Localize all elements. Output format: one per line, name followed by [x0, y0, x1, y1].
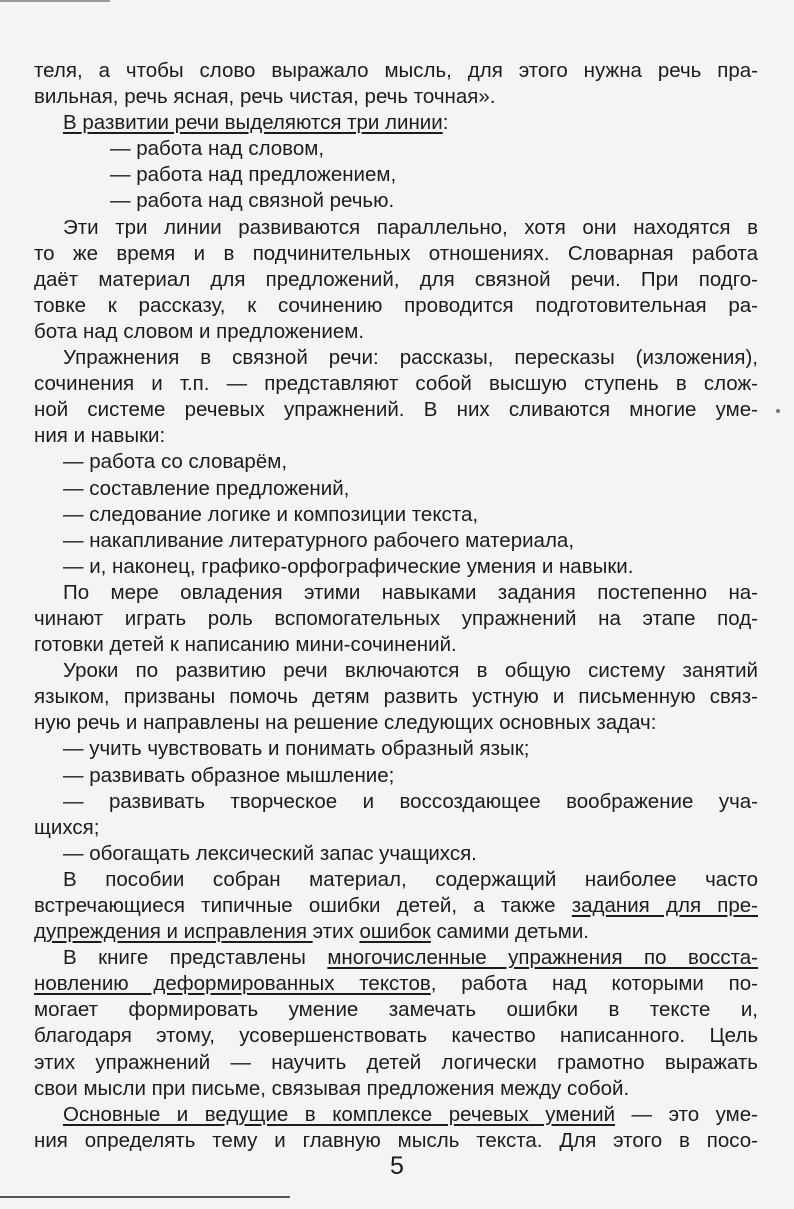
text-line — [34, 763, 758, 789]
text-run: самими детьми. — [430, 920, 589, 944]
text-line — [34, 215, 758, 241]
text-run: — развивать образное мышление; — [63, 763, 395, 787]
text-line — [34, 606, 758, 632]
text-line — [34, 397, 758, 423]
scan-speck — [776, 409, 780, 413]
text-run: Эти три линии развиваются параллельно, хотя они находятся в — [63, 215, 758, 239]
text-line — [34, 476, 758, 502]
text-run: даёт материал для предложений, для связной речи. При подго- — [34, 267, 758, 291]
text-line — [34, 554, 758, 580]
text-line — [34, 710, 758, 736]
underlined-phrase: задания для пре- — [571, 894, 758, 917]
text-line — [34, 319, 758, 345]
page-number: 5 — [390, 1152, 404, 1180]
underlined-phrase: многочисленные упражнения по восста- — [327, 946, 758, 970]
text-line — [34, 632, 758, 658]
text-run: ния определять тему и главную мысль текста. Для этого в посо- — [34, 1128, 758, 1152]
text-line — [34, 580, 758, 606]
text-line — [34, 371, 758, 397]
underlined-phrase: ошибок — [359, 920, 431, 944]
text-run: — работа над связной речью. — [110, 189, 395, 213]
text-line — [34, 423, 758, 449]
text-run: В пособии собран материал, содержащий наиболее часто — [63, 867, 758, 891]
text-run: встречающиеся типичные ошибки детей, а также — [34, 894, 572, 917]
text-run: чинают играть роль вспомогательных упражнений на этапе под- — [34, 606, 758, 630]
text-run: — учить чувствовать и понимать образный язык; — [63, 737, 530, 761]
text-run: языком, призваны помочь детям развить устную и письменную связ- — [34, 685, 758, 709]
text-run: Уроки по развитию речи включаются в общую систему занятий — [63, 659, 758, 683]
text-run: этих — [312, 920, 360, 944]
text-run: вильная, речь ясная, речь чистая, речь точная». — [34, 85, 496, 109]
text-run: ной системе речевых упражнений. В них сливаются многие уме- — [34, 398, 758, 422]
text-run: свои мысли при письме, связывая предложения между собой. — [34, 1076, 630, 1100]
text-run: этих упражнений — научить детей логически грамотно выражать — [34, 1050, 758, 1074]
text-line — [34, 58, 758, 84]
text-run: благодаря этому, усовершенствовать качество написанного. Цель — [34, 1024, 758, 1048]
text-line — [34, 267, 758, 293]
text-line — [34, 84, 758, 110]
underlined-phrase: Основные и ведущие в комплексе речевых умений — [63, 1102, 616, 1126]
text-run: — работа над словом, — [110, 137, 325, 161]
text-run: , работа над которыми по- — [430, 972, 758, 996]
text-line — [34, 841, 758, 867]
text-line — [34, 502, 758, 528]
text-line — [34, 136, 758, 162]
text-run: — работа со словарём, — [63, 450, 288, 474]
scan-edge-mark — [0, 0, 110, 2]
text-run: В книге представлены — [63, 946, 328, 970]
text-run: теля, а чтобы слово выражало мысль, для этого нужна речь пра- — [34, 59, 758, 82]
text-line — [34, 1128, 758, 1154]
text-run: бота над словом и предложением. — [34, 319, 365, 343]
text-run: : — [442, 111, 449, 135]
text-run: — следование логике и композиции текста, — [63, 502, 479, 526]
text-line — [34, 658, 758, 684]
text-run: По мере овладения этими навыками задания постепенно на- — [63, 580, 758, 604]
text-line — [34, 1023, 758, 1049]
text-run: щихся; — [34, 815, 100, 839]
underlined-phrase: В развитии речи выделяются три линии — [63, 111, 443, 135]
text-line — [34, 449, 758, 475]
text-run: Упражнения в связной речи: рассказы, пересказы (изложения), — [63, 346, 758, 370]
text-run: сочинения и т.п. — представляют собой высшую ступень в слож- — [34, 372, 758, 396]
text-run: — составление предложений, — [63, 476, 350, 500]
text-line — [34, 162, 758, 188]
text-line — [34, 945, 758, 971]
text-line — [34, 293, 758, 319]
underlined-phrase: дупреждения и исправления — [34, 920, 313, 944]
text-line — [34, 997, 758, 1023]
text-run: — развивать творческое и воссоздающее воображение уча- — [63, 789, 758, 813]
text-line — [34, 188, 758, 214]
text-line — [34, 919, 758, 945]
text-run: товке к рассказу, к сочинению проводится подготовительная ра- — [34, 293, 758, 317]
text-run: ния и навыки: — [34, 424, 166, 448]
text-line — [34, 684, 758, 710]
text-run: готовки детей к написанию мини-сочинений. — [34, 633, 457, 657]
text-run: — работа над предложением, — [110, 163, 397, 187]
text-run: — и, наконец, графико-орфографические умения и навыки. — [63, 554, 634, 578]
text-line — [34, 867, 758, 893]
text-run: — накапливание литературного рабочего материала, — [63, 528, 575, 552]
text-line — [34, 893, 758, 919]
body-text — [34, 58, 758, 1154]
text-line — [34, 345, 758, 371]
underlined-phrase: новлению деформированных текстов — [34, 972, 431, 996]
text-line — [34, 815, 758, 841]
text-run: могает формировать умение замечать ошибки в тексте и, — [34, 998, 758, 1022]
text-line — [34, 1050, 758, 1076]
text-line — [34, 1076, 758, 1102]
text-line — [34, 241, 758, 267]
text-line — [34, 736, 758, 762]
text-run: ную речь и направлены на решение следующих основных задач: — [34, 711, 657, 735]
text-line — [34, 1102, 758, 1128]
text-run: — это уме- — [615, 1102, 758, 1126]
text-line — [34, 528, 758, 554]
text-line — [34, 110, 758, 136]
text-line — [34, 971, 758, 997]
bottom-rule — [0, 1196, 290, 1198]
text-run: — обогащать лексический запас учащихся. — [63, 841, 477, 865]
text-run: то же время и в подчинительных отношениях. Словарная работа — [34, 241, 758, 265]
text-line — [34, 789, 758, 815]
